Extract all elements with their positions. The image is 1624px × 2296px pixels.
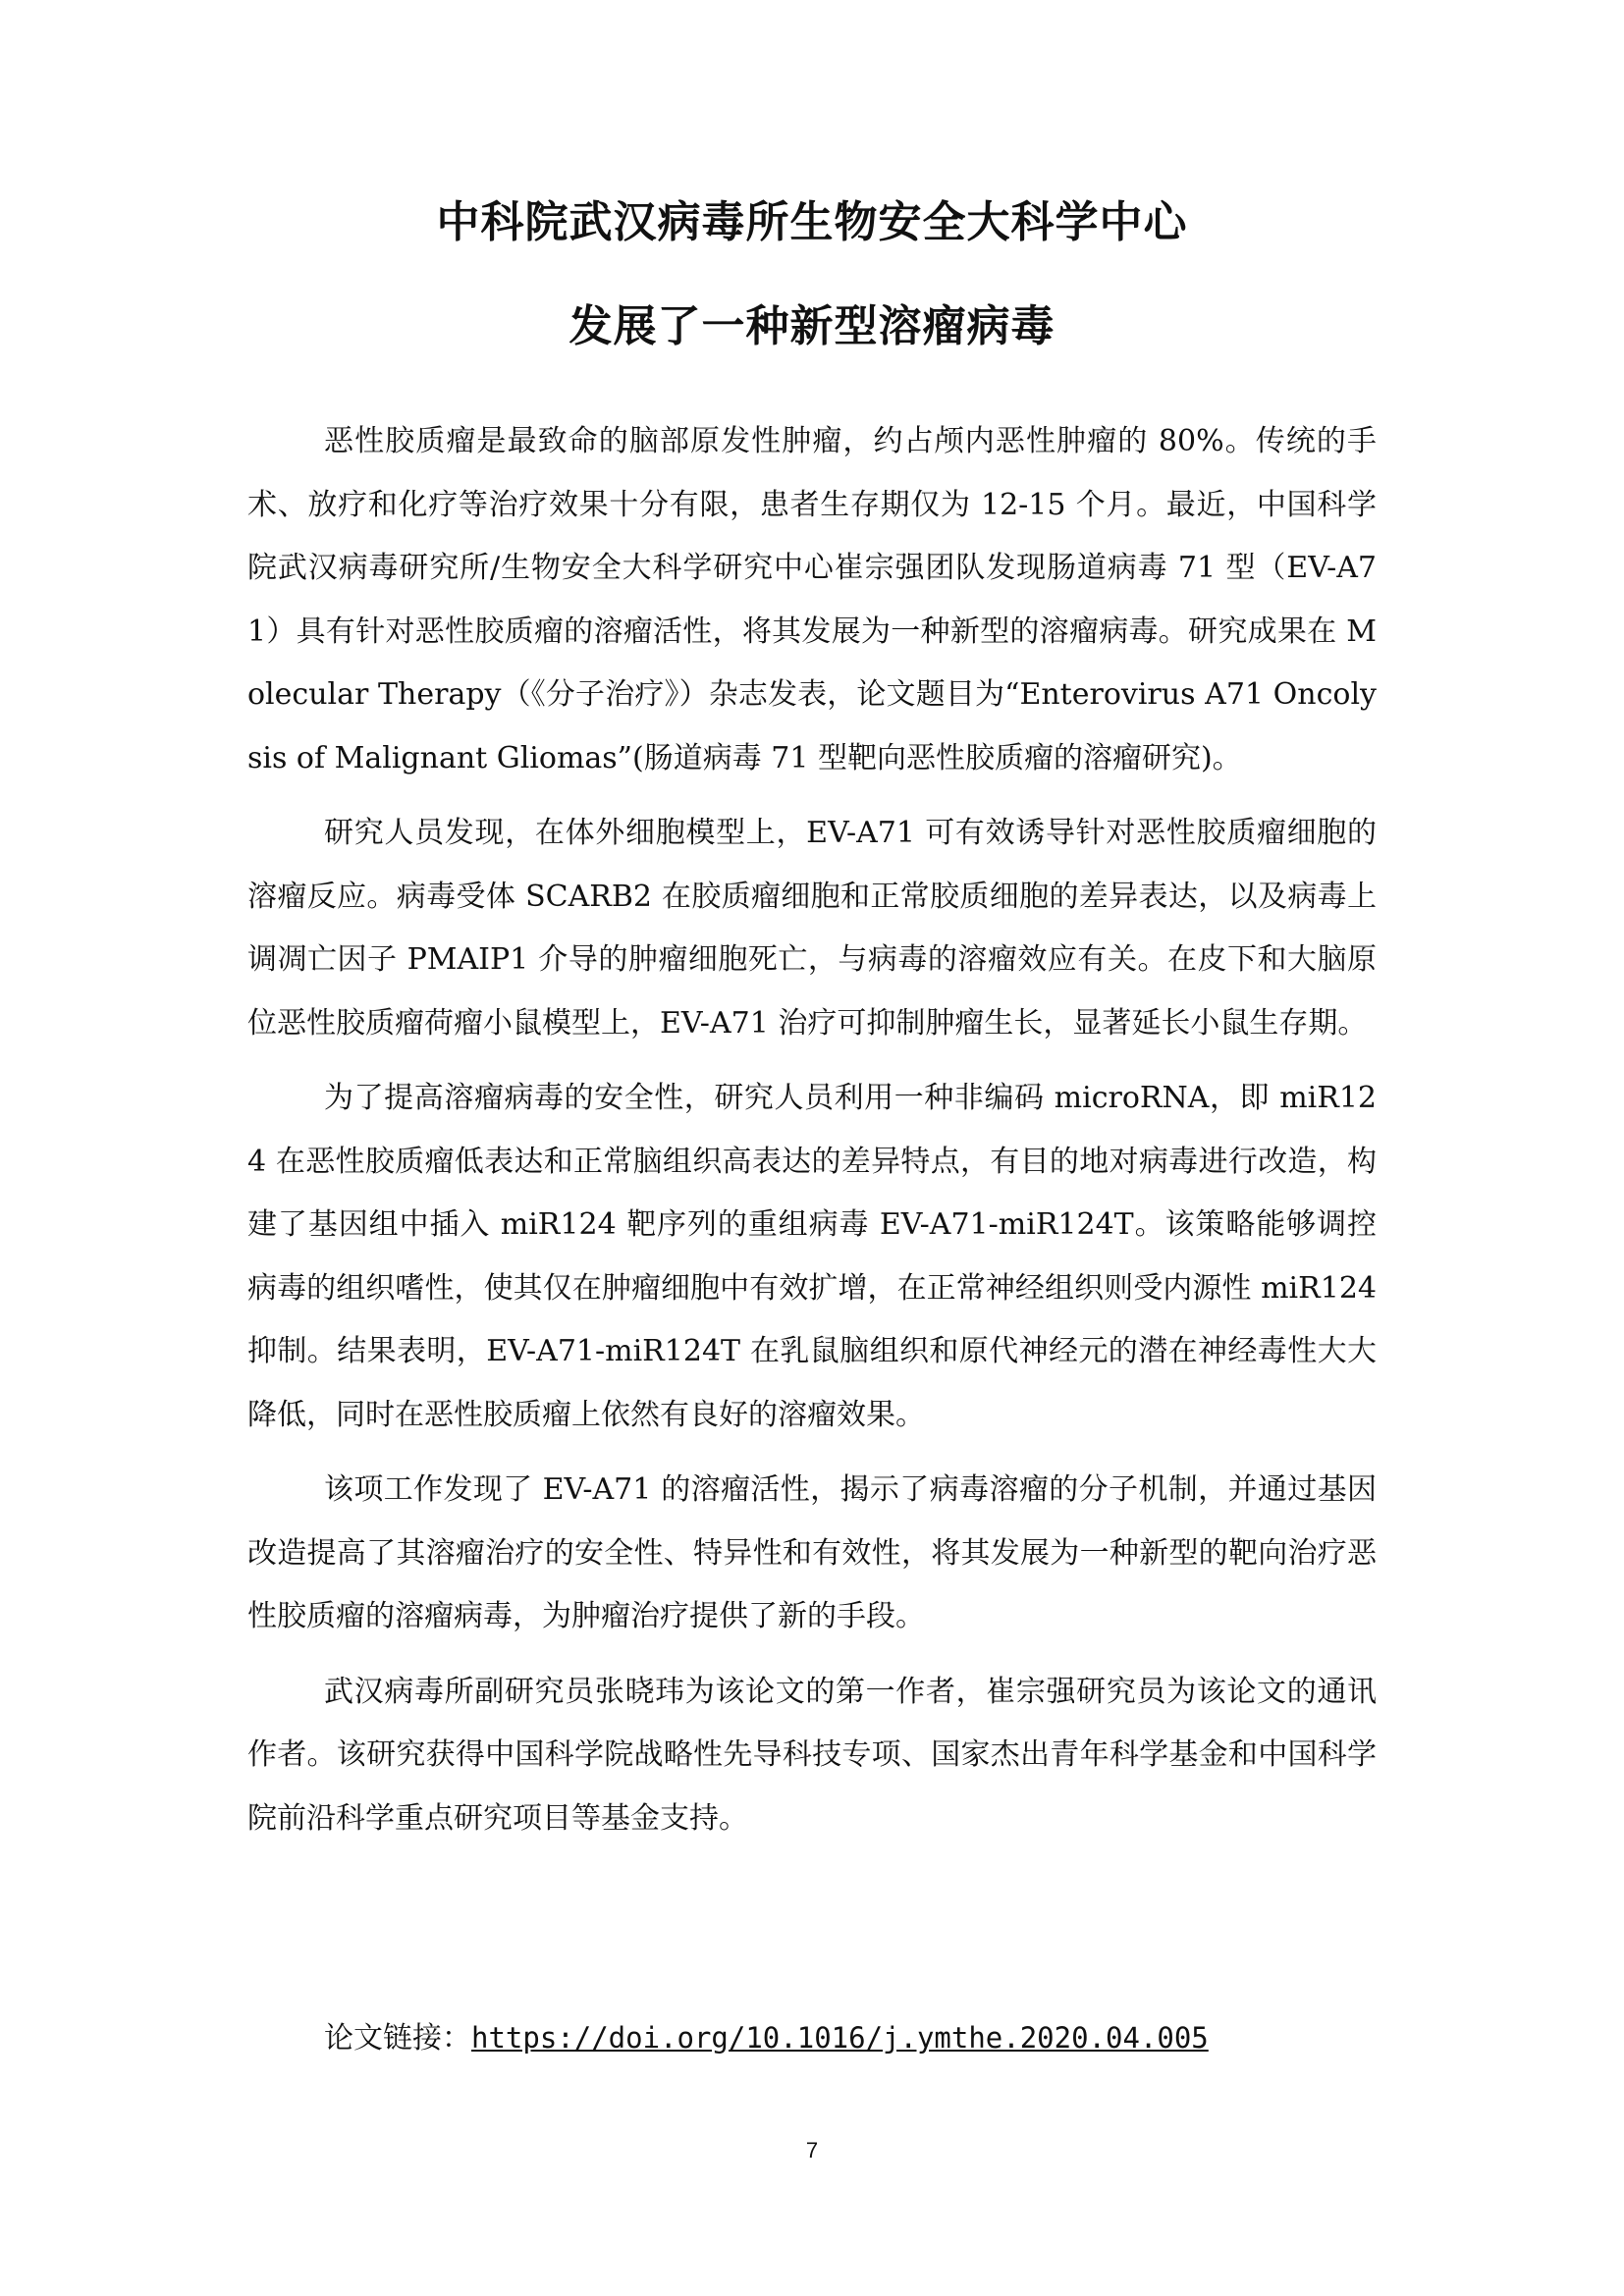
paragraph: 该项工作发现了 EV-A71 的溶瘤活性，揭示了病毒溶瘤的分子机制，并通过基因改造提高了其溶瘤治疗的安全性、特异性和有效性，将其发展为一种新型的靶向治疗恶性胶质瘤的溶瘤病毒，为肿瘤治疗提供了新的手段。 [247, 1472, 1377, 1633]
paragraph: 恶性胶质瘤是最致命的脑部原发性肿瘤，约占颅内恶性肿瘤的 80%。传统的手术、放疗和化疗等治疗效果十分有限，患者生存期仅为 12-15 个月。最近，中国科学院武汉病毒研究所/生物安全大科学研究中心崔宗强团队发现肠道病毒 71 型（EV-A71）具有针对恶性胶质瘤的溶瘤活性，将其发展为一种新型的溶瘤病毒。研究成果在 Molecular Therapy（《分子治疗》）杂志发表，论文题目为“Enterovirus A71 Oncolysis of Malignant Gliomas”(肠道病毒 71 型靶向恶性胶质瘤的溶瘤研究)。 [247, 424, 1377, 775]
paragraph: 为了提高溶瘤病毒的安全性，研究人员利用一种非编码 microRNA，即 miR124 在恶性胶质瘤低表达和正常脑组织高表达的差异特点，有目的地对病毒进行改造，构建了基因组中插入 miR124 靶序列的重组病毒 EV-A71-miR124T。该策略能够调控病毒的组织嗜性，使其仅在肿瘤细胞中有效扩增，在正常神经组织则受内源性 miR124 抑制。结果表明，EV-A71-miR124T 在乳鼠脑组织和原代神经元的潜在神经毒性大大降低，同时在恶性胶质瘤上依然有良好的溶瘤效果。 [247, 1081, 1377, 1432]
paper-doi-link[interactable]: https://doi.org/10.1016/j.ymthe.2020.04.005 [471, 2021, 1209, 2055]
title-line-2: 发展了一种新型溶瘤病毒 [568, 301, 1056, 351]
title-line-1: 中科院武汉病毒所生物安全大科学中心 [436, 197, 1188, 247]
paper-link-label: 论文链接： [324, 2021, 471, 2056]
article-title [0, 197, 1624, 351]
article-body [247, 410, 1377, 1862]
paragraph: 武汉病毒所副研究员张晓玮为该论文的第一作者，崔宗强研究员为该论文的通讯作者。该研究获得中国科学院战略性先导科技专项、国家杰出青年科学基金和中国科学院前沿科学重点研究项目等基金支持。 [247, 1674, 1377, 1836]
page-number: 7 [805, 2138, 819, 2163]
paper-link-line [324, 2018, 1209, 2058]
paragraph: 研究人员发现，在体外细胞模型上，EV-A71 可有效诱导针对恶性胶质瘤细胞的溶瘤反应。病毒受体 SCARB2 在胶质瘤细胞和正常胶质细胞的差异表达，以及病毒上调凋亡因子 PMAIP1 介导的肿瘤细胞死亡，与病毒的溶瘤效应有关。在皮下和大脑原位恶性胶质瘤荷瘤小鼠模型上，EV-A71 治疗可抑制肿瘤生长，显著延长小鼠生存期。 [247, 816, 1377, 1041]
